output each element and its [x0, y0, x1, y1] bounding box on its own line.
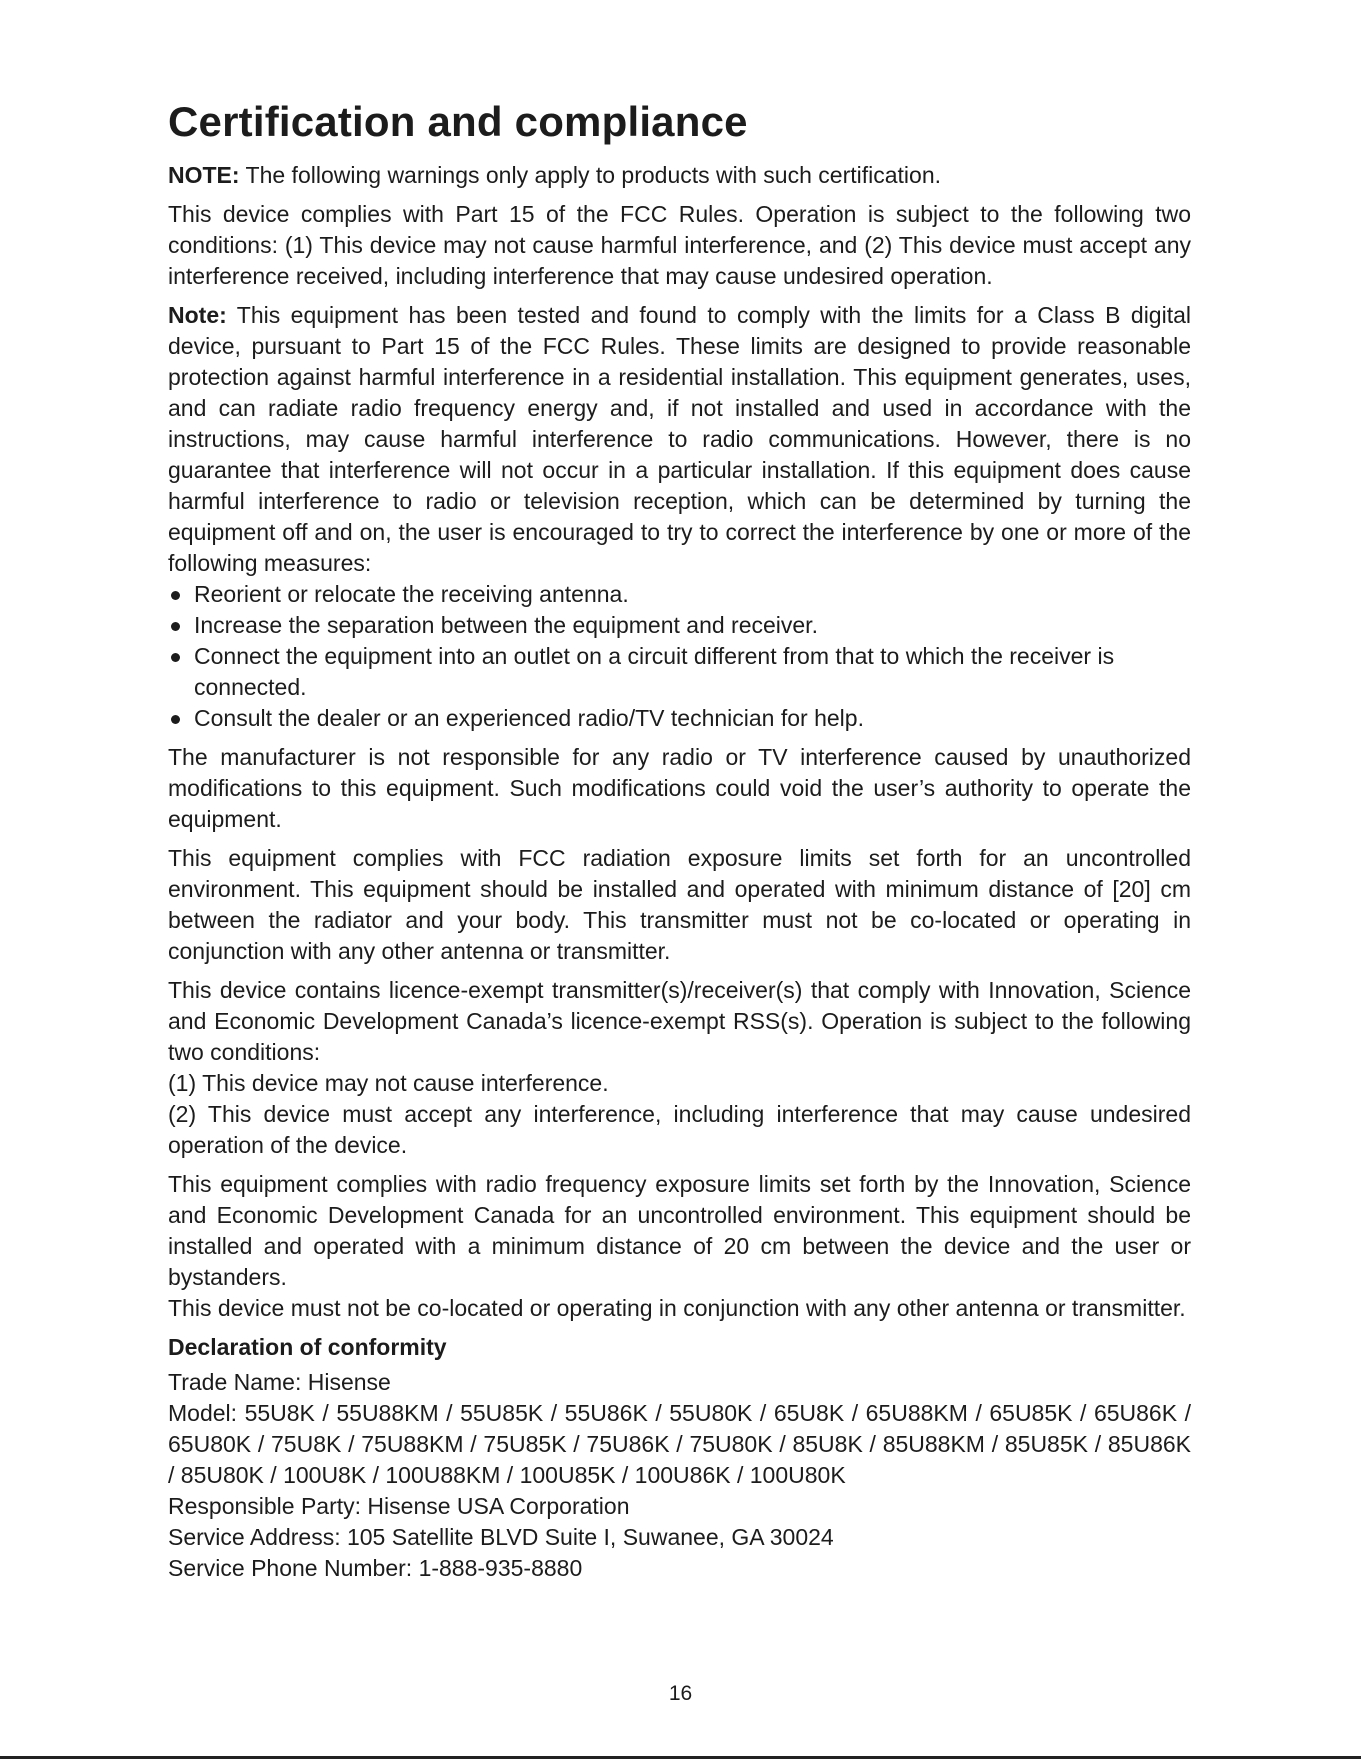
responsible-party: Responsible Party: Hisense USA Corporation — [168, 1493, 630, 1519]
model-list: Model: 55U8K / 55U88KM / 55U85K / 55U86K / 55U80K / 65U8K / 65U88KM / 65U85K / 65U86K / 65U80K / 75U8K / 75U88KM / 75U85K / 75U86K / 75U80K / 85U8K / 85U88KM / 85U85K / 85U86K / 85U80K / 100U8K / 100U88KM / 100U85K / 100U86K / 100U80K — [168, 1400, 1191, 1488]
fcc-exposure-paragraph: This equipment complies with FCC radiation exposure limits set forth for an uncontrolled environment. This equipment should be installed and operated with minimum distance of [20] cm between the radiator and your body. This transmitter must not be co-located or operating in conjunction with any other antenna or transmitter. — [168, 845, 1191, 964]
bullet-icon — [171, 591, 180, 600]
measures-list — [168, 579, 1191, 734]
list-item — [168, 610, 1191, 641]
page-number: 16 — [668, 1682, 693, 1705]
colocation-paragraph: This device must not be co-located or operating in conjunction with any other antenna or transmitter. — [168, 1295, 1186, 1321]
class-b-note-label: Note: — [168, 302, 227, 328]
declaration-heading: Declaration of conformity — [168, 1334, 447, 1360]
service-address: Service Address: 105 Satellite BLVD Suite I, Suwanee, GA 30024 — [168, 1524, 834, 1550]
ised-condition-1: (1) This device may not cause interference. — [168, 1070, 609, 1096]
measure-text: Consult the dealer or an experienced radio/TV technician for help. — [194, 705, 864, 731]
bottom-divider — [0, 1756, 1361, 1759]
ised-condition-2: (2) This device must accept any interference, including interference that may cause undesired operation of the device. — [168, 1101, 1191, 1158]
bullet-icon — [171, 715, 180, 724]
trade-name: Trade Name: Hisense — [168, 1369, 391, 1395]
bullet-icon — [171, 622, 180, 631]
list-item — [168, 703, 1191, 734]
fcc-part15-paragraph: This device complies with Part 15 of the FCC Rules. Operation is subject to the following two conditions: (1) This device may not cause harmful interference, and (2) This device must accept any interference received, including interference that may cause undesired operation. — [168, 201, 1191, 289]
bullet-icon — [171, 653, 180, 662]
list-item — [168, 579, 1191, 610]
ised-paragraph: This device contains licence-exempt transmitter(s)/receiver(s) that comply with Innovation, Science and Economic Development Canada’s licence-exempt RSS(s). Operation is subject to the following two conditions: — [168, 977, 1191, 1065]
note-intro-text: The following warnings only apply to products with such certification. — [239, 162, 941, 188]
service-phone: Service Phone Number: 1-888-935-8880 — [168, 1555, 583, 1581]
list-item — [168, 641, 1191, 703]
class-b-note — [168, 300, 1191, 579]
measure-text: Connect the equipment into an outlet on a circuit different from that to which the receiver is connected. — [194, 643, 1115, 700]
measure-text: Reorient or relocate the receiving antenna. — [194, 581, 629, 607]
note-intro-label: NOTE: — [168, 162, 240, 188]
document-page — [168, 96, 1191, 1584]
declaration-section — [168, 1332, 1191, 1584]
ised-exposure-paragraph: This equipment complies with radio frequency exposure limits set forth by the Innovation, Science and Economic Development Canada for an uncontrolled environment. This equipment should be installed and operated with a minimum distance of 20 cm between the device and the user or bystanders. — [168, 1171, 1191, 1290]
manufacturer-paragraph: The manufacturer is not responsible for any radio or TV interference caused by unauthorized modifications to this equipment. Such modifications could void the user’s authority to operate the equipment. — [168, 744, 1191, 832]
measure-text: Increase the separation between the equipment and receiver. — [194, 612, 818, 638]
class-b-note-text: This equipment has been tested and found to comply with the limits for a Class B digital device, pursuant to Part 15 of the FCC Rules. These limits are designed to provide reasonable protection against harmful interference in a residential installation. This equipment generates, uses, and can radiate radio frequency energy and, if not installed and used in accordance with the instructions, may cause harmful interference to radio communications. However, there is no guarantee that interference will not occur in a particular installation. If this equipment does cause harmful interference to radio or television reception, which can be determined by turning the equipment off and on, the user is encouraged to try to correct the interference by one or more of the following measures: — [168, 302, 1191, 576]
page-title: Certification and compliance — [168, 98, 748, 145]
note-intro — [168, 160, 1191, 191]
